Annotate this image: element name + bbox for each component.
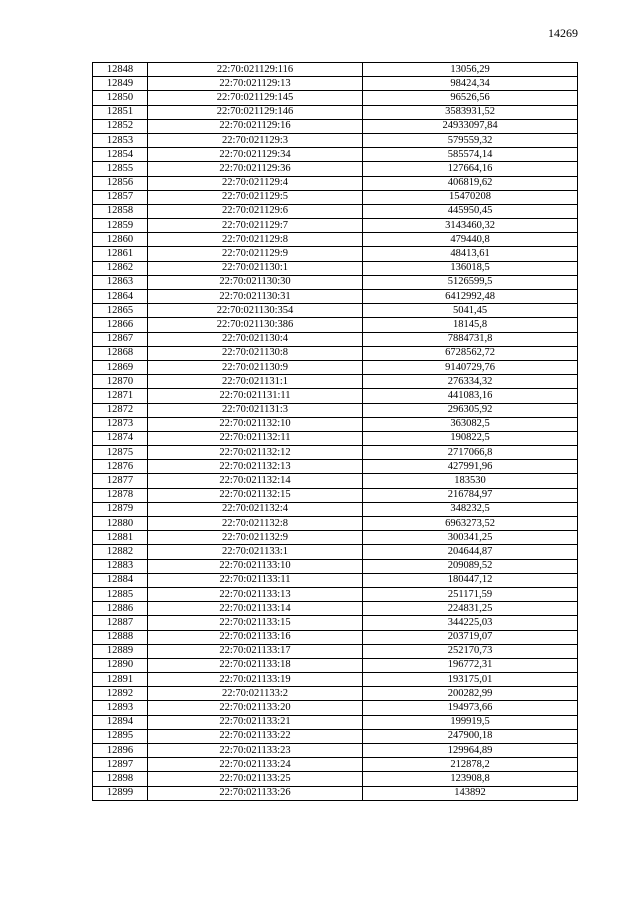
row-number-cell: 12887 [93,616,148,630]
table-row [93,389,578,403]
row-number-cell: 12859 [93,219,148,233]
row-number-cell: 12894 [93,715,148,729]
value-cell: 212878,2 [363,758,578,772]
cadastral-number-cell: 22:70:021132:8 [148,517,363,531]
table-row [93,573,578,587]
table-row [93,701,578,715]
table-row [93,673,578,687]
table-row [93,261,578,275]
cadastral-number-cell: 22:70:021131:11 [148,389,363,403]
row-number-cell: 12851 [93,105,148,119]
cadastral-number-cell: 22:70:021133:10 [148,559,363,573]
value-cell: 276334,32 [363,375,578,389]
cadastral-number-cell: 22:70:021133:16 [148,630,363,644]
row-number-cell: 12890 [93,658,148,672]
table-row [93,176,578,190]
row-number-cell: 12897 [93,758,148,772]
value-cell: 344225,03 [363,616,578,630]
row-number-cell: 12873 [93,417,148,431]
row-number-cell: 12863 [93,275,148,289]
row-number-cell: 12875 [93,446,148,460]
value-cell: 183530 [363,474,578,488]
value-cell: 479440,8 [363,233,578,247]
table-row [93,758,578,772]
table-row [93,119,578,133]
cadastral-number-cell: 22:70:021133:25 [148,772,363,786]
row-number-cell: 12866 [93,318,148,332]
cadastral-number-cell: 22:70:021133:22 [148,729,363,743]
table-row [93,417,578,431]
row-number-cell: 12874 [93,431,148,445]
table-row [93,162,578,176]
value-cell: 247900,18 [363,729,578,743]
cadastral-number-cell: 22:70:021129:36 [148,162,363,176]
value-cell: 216784,97 [363,488,578,502]
row-number-cell: 12868 [93,346,148,360]
row-number-cell: 12881 [93,531,148,545]
value-cell: 196772,31 [363,658,578,672]
row-number-cell: 12852 [93,119,148,133]
cadastral-number-cell: 22:70:021129:4 [148,176,363,190]
row-number-cell: 12879 [93,502,148,516]
table-row [93,403,578,417]
cadastral-number-cell: 22:70:021130:4 [148,332,363,346]
value-cell: 300341,25 [363,531,578,545]
row-number-cell: 12877 [93,474,148,488]
table-row [93,616,578,630]
cadastral-number-cell: 22:70:021132:10 [148,417,363,431]
table-row [93,559,578,573]
value-cell: 136018,5 [363,261,578,275]
value-cell: 13056,29 [363,63,578,77]
value-cell: 445950,45 [363,204,578,218]
table-row [93,474,578,488]
row-number-cell: 12864 [93,290,148,304]
row-number-cell: 12854 [93,148,148,162]
table-row [93,630,578,644]
table-row [93,658,578,672]
value-cell: 224831,25 [363,602,578,616]
table-row [93,715,578,729]
value-cell: 199919,5 [363,715,578,729]
table-row [93,488,578,502]
cadastral-number-cell: 22:70:021131:3 [148,403,363,417]
table-row [93,517,578,531]
table-row [93,332,578,346]
value-cell: 203719,07 [363,630,578,644]
table-row [93,375,578,389]
value-cell: 194973,66 [363,701,578,715]
table-row [93,644,578,658]
value-cell: 579559,32 [363,133,578,147]
cadastral-number-cell: 22:70:021132:4 [148,502,363,516]
value-cell: 441083,16 [363,389,578,403]
row-number-cell: 12892 [93,687,148,701]
cadastral-number-cell: 22:70:021133:11 [148,573,363,587]
value-cell: 209089,52 [363,559,578,573]
cadastral-number-cell: 22:70:021129:145 [148,91,363,105]
cadastral-number-cell: 22:70:021129:5 [148,190,363,204]
table-row [93,346,578,360]
cadastral-number-cell: 22:70:021133:2 [148,687,363,701]
cadastral-number-cell: 22:70:021129:13 [148,77,363,91]
table-row [93,105,578,119]
row-number-cell: 12882 [93,545,148,559]
cadastral-number-cell: 22:70:021133:14 [148,602,363,616]
table-row [93,786,578,800]
row-number-cell: 12857 [93,190,148,204]
row-number-cell: 12860 [93,233,148,247]
row-number-cell: 12850 [93,91,148,105]
value-cell: 296305,92 [363,403,578,417]
table-row [93,772,578,786]
value-cell: 96526,56 [363,91,578,105]
value-cell: 348232,5 [363,502,578,516]
value-cell: 190822,5 [363,431,578,445]
table-row [93,233,578,247]
row-number-cell: 12862 [93,261,148,275]
cadastral-number-cell: 22:70:021129:7 [148,219,363,233]
value-cell: 6412992,48 [363,290,578,304]
value-cell: 252170,73 [363,644,578,658]
row-number-cell: 12849 [93,77,148,91]
cadastral-number-cell: 22:70:021133:1 [148,545,363,559]
row-number-cell: 12878 [93,488,148,502]
cadastral-number-cell: 22:70:021133:13 [148,587,363,601]
cadastral-number-cell: 22:70:021129:116 [148,63,363,77]
row-number-cell: 12895 [93,729,148,743]
cadastral-number-cell: 22:70:021133:17 [148,644,363,658]
row-number-cell: 12896 [93,744,148,758]
table-row [93,602,578,616]
cadastral-number-cell: 22:70:021129:9 [148,247,363,261]
value-cell: 363082,5 [363,417,578,431]
cadastral-number-cell: 22:70:021133:23 [148,744,363,758]
cadastral-number-cell: 22:70:021130:1 [148,261,363,275]
table-row [93,460,578,474]
value-cell: 127664,16 [363,162,578,176]
cadastral-number-cell: 22:70:021133:18 [148,658,363,672]
cadastral-number-cell: 22:70:021129:6 [148,204,363,218]
value-cell: 180447,12 [363,573,578,587]
cadastral-number-cell: 22:70:021129:34 [148,148,363,162]
cadastral-value-table [92,62,578,801]
value-cell: 7884731,8 [363,332,578,346]
row-number-cell: 12893 [93,701,148,715]
value-cell: 123908,8 [363,772,578,786]
value-cell: 6963273,52 [363,517,578,531]
value-cell: 5126599,5 [363,275,578,289]
table-row [93,275,578,289]
table-row [93,247,578,261]
row-number-cell: 12891 [93,673,148,687]
cadastral-number-cell: 22:70:021133:19 [148,673,363,687]
table-row [93,148,578,162]
cadastral-number-cell: 22:70:021133:21 [148,715,363,729]
cadastral-number-cell: 22:70:021132:11 [148,431,363,445]
value-cell: 18145,8 [363,318,578,332]
table-row [93,502,578,516]
row-number-cell: 12870 [93,375,148,389]
value-cell: 2717066,8 [363,446,578,460]
cadastral-number-cell: 22:70:021133:15 [148,616,363,630]
row-number-cell: 12889 [93,644,148,658]
cadastral-number-cell: 22:70:021130:9 [148,360,363,374]
page-number: 14269 [548,26,578,40]
table-row [93,729,578,743]
row-number-cell: 12899 [93,786,148,800]
row-number-cell: 12876 [93,460,148,474]
cadastral-number-cell: 22:70:021132:15 [148,488,363,502]
table-row [93,318,578,332]
cadastral-number-cell: 22:70:021132:14 [148,474,363,488]
row-number-cell: 12858 [93,204,148,218]
table-row [93,360,578,374]
row-number-cell: 12888 [93,630,148,644]
row-number-cell: 12865 [93,304,148,318]
value-cell: 406819,62 [363,176,578,190]
row-number-cell: 12884 [93,573,148,587]
table-row [93,204,578,218]
table-row [93,744,578,758]
row-number-cell: 12853 [93,133,148,147]
table-row [93,91,578,105]
value-cell: 15470208 [363,190,578,204]
value-cell: 3583931,52 [363,105,578,119]
row-number-cell: 12883 [93,559,148,573]
cadastral-number-cell: 22:70:021130:386 [148,318,363,332]
cadastral-number-cell: 22:70:021132:13 [148,460,363,474]
table-row [93,531,578,545]
table-row [93,446,578,460]
value-cell: 129964,89 [363,744,578,758]
row-number-cell: 12898 [93,772,148,786]
cadastral-number-cell: 22:70:021129:16 [148,119,363,133]
cadastral-number-cell: 22:70:021131:1 [148,375,363,389]
table-row [93,63,578,77]
row-number-cell: 12886 [93,602,148,616]
row-number-cell: 12869 [93,360,148,374]
table-row [93,431,578,445]
cadastral-number-cell: 22:70:021129:3 [148,133,363,147]
cadastral-number-cell: 22:70:021130:30 [148,275,363,289]
value-cell: 251171,59 [363,587,578,601]
table-row [93,545,578,559]
value-cell: 200282,99 [363,687,578,701]
cadastral-number-cell: 22:70:021130:354 [148,304,363,318]
row-number-cell: 12871 [93,389,148,403]
row-number-cell: 12872 [93,403,148,417]
value-cell: 204644,87 [363,545,578,559]
table-row [93,304,578,318]
table-row [93,77,578,91]
row-number-cell: 12848 [93,63,148,77]
value-cell: 3143460,32 [363,219,578,233]
table-row [93,133,578,147]
row-number-cell: 12856 [93,176,148,190]
table-body [93,63,578,801]
cadastral-number-cell: 22:70:021133:26 [148,786,363,800]
cadastral-number-cell: 22:70:021133:20 [148,701,363,715]
value-cell: 9140729,76 [363,360,578,374]
table-row [93,219,578,233]
table-row [93,687,578,701]
value-cell: 5041,45 [363,304,578,318]
cadastral-number-cell: 22:70:021129:146 [148,105,363,119]
row-number-cell: 12855 [93,162,148,176]
value-cell: 193175,01 [363,673,578,687]
value-cell: 98424,34 [363,77,578,91]
value-cell: 143892 [363,786,578,800]
value-cell: 427991,96 [363,460,578,474]
table-row [93,587,578,601]
value-cell: 585574,14 [363,148,578,162]
value-cell: 6728562,72 [363,346,578,360]
row-number-cell: 12867 [93,332,148,346]
cadastral-number-cell: 22:70:021133:24 [148,758,363,772]
table-row [93,290,578,304]
cadastral-number-cell: 22:70:021130:31 [148,290,363,304]
cadastral-number-cell: 22:70:021132:9 [148,531,363,545]
row-number-cell: 12861 [93,247,148,261]
value-cell: 48413,61 [363,247,578,261]
row-number-cell: 12885 [93,587,148,601]
value-cell: 24933097,84 [363,119,578,133]
cadastral-number-cell: 22:70:021129:8 [148,233,363,247]
cadastral-number-cell: 22:70:021132:12 [148,446,363,460]
cadastral-number-cell: 22:70:021130:8 [148,346,363,360]
row-number-cell: 12880 [93,517,148,531]
table-row [93,190,578,204]
